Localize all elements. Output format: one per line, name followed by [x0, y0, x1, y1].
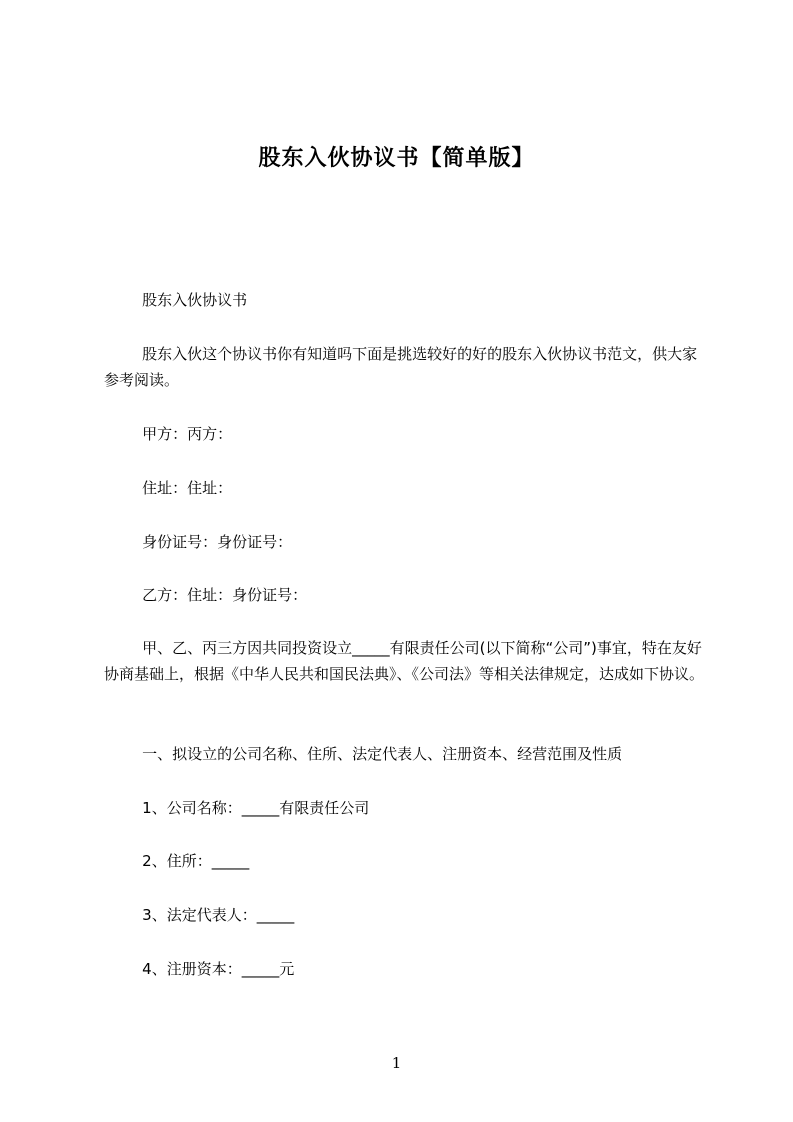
- paragraph-party-b: 乙方：住址：身份证号：: [104, 586, 308, 604]
- paragraph-id-number: 身份证号：身份证号：: [104, 533, 293, 551]
- list-item-registered-capital: 4、注册资本：_____元: [104, 960, 295, 978]
- document-title: 股东入伙协议书【简单版】: [258, 146, 535, 171]
- paragraph-intro: 股东入伙这个协议书你有知道吗下面是挑选较好的好的股东入伙协议书范文，供大家参考阅读。: [104, 345, 698, 389]
- page-number: 1: [391, 1054, 402, 1072]
- list-item-domicile: 2、住所：_____: [104, 852, 250, 870]
- paragraph-party-a-c: 甲方：丙方：: [104, 425, 233, 443]
- paragraph-address: 住址：住址：: [104, 479, 233, 497]
- paragraph-heading: 股东入伙协议书: [104, 291, 248, 309]
- paragraph-agreement-basis: 甲、乙、丙三方因共同投资设立_____有限责任公司(以下简称“公司”)事宜，特在友好协商基础上，根据《中华人民共和国民法典》、《公司法》等相关法律规定，达成如下协议。: [104, 639, 705, 683]
- list-item-legal-representative: 3、法定代表人：_____: [104, 906, 295, 924]
- list-item-company-name: 1、公司名称：_____有限责任公司: [104, 799, 370, 817]
- section-heading-1: 一、拟设立的公司名称、住所、法定代表人、注册资本、经营范围及性质: [104, 745, 623, 763]
